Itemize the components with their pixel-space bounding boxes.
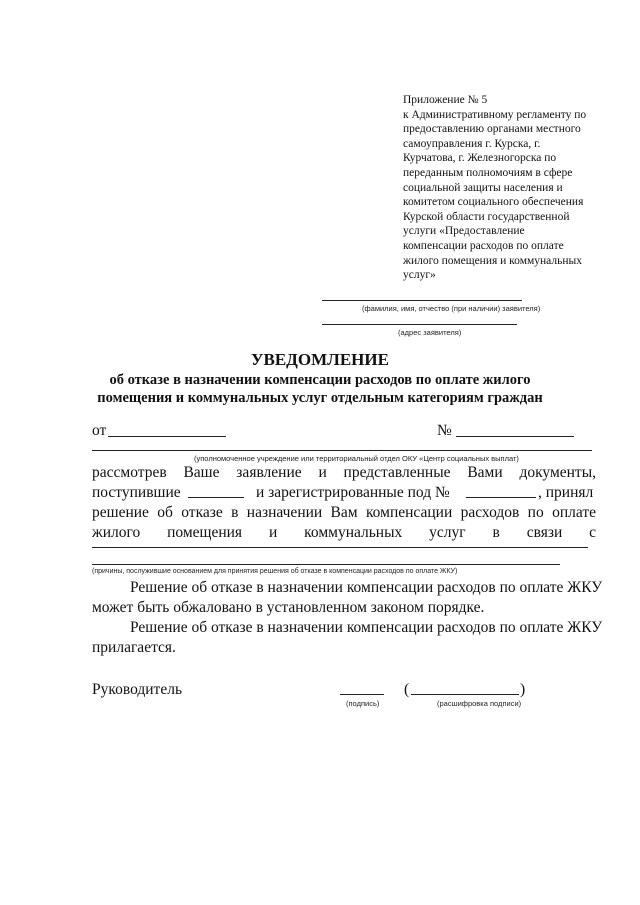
applicant-name-caption: (фамилия, имя, отчество (при наличии) заявителя) [362,304,541,313]
appendix-line: жилого помещения и коммунальных [403,254,582,267]
appendix-line: услуги «Предоставление [403,225,525,238]
reason-field-line-2[interactable] [92,564,560,565]
signature-caption: (подпись) [346,699,380,708]
from-label: от [92,422,107,439]
appendix-line: самоуправления г. Курска, г. [403,137,541,150]
appendix-line: Курской области государственной [403,210,570,223]
attachment-paragraph-line-2: прилагается. [92,639,176,656]
organization-field[interactable] [92,450,592,451]
signatory-role: Руководитель [92,681,183,698]
open-paren: ( [404,681,410,698]
appendix-line: социальной защиты населения и [403,181,563,194]
applicant-name-field[interactable] [322,300,522,301]
body-line-2-registered: и зарегистрированные под № [256,484,450,501]
attachment-paragraph-line-1: Решение об отказе в назначении компенсации расходов по оплате ЖКУ [130,619,603,636]
appendix-line: услуг» [403,269,436,282]
appeal-paragraph-line-1: Решение об отказе в назначении компенсации расходов по оплате ЖКУ [130,579,603,596]
appendix-line: переданным полномочиям в сфере [403,166,573,179]
reason-field-line-1[interactable] [92,547,588,548]
notice-number-field[interactable] [456,436,574,437]
signature-decode-field[interactable] [411,694,519,695]
document-title: УВЕДОМЛЕНИЕ [251,350,389,369]
appendix-block [403,93,618,283]
applicant-address-caption: (адрес заявителя) [398,328,462,337]
received-date-field[interactable] [188,497,244,498]
body-line-2-received: поступившие [92,484,181,501]
applicant-address-field[interactable] [322,324,517,325]
appendix-line: комитетом социального обеспечения [403,196,584,209]
reason-caption: (причины, послужившие основанием для принятия решения об отказе в компенсации расходов по оплате ЖКУ) [92,568,458,575]
document-subtitle-line1: об отказе в назначении компенсации расходов по оплате жилого [109,372,531,388]
from-date-field[interactable] [108,436,226,437]
organization-caption: (уполномоченное учреждение или территориальный отдел ОКУ «Центр социальных выплат) [194,454,519,463]
registration-number-field[interactable] [466,497,536,498]
appendix-line: Курчатова, г. Железногорска по [403,152,557,165]
signature-decode-caption: (расшифровка подписи) [437,699,522,708]
body-line-2-accepted: , принял [538,484,594,501]
appendix-line: Приложение № 5 [403,94,488,106]
body-line-4: жилого помещения и коммунальных услуг в связи с [92,524,596,541]
signature-field[interactable] [340,694,384,695]
body-line-3: решение об отказе в назначении Вам компенсации расходов по оплате [92,504,596,521]
body-line-1: рассмотрев Ваше заявление и представленные Вами документы, [92,464,596,481]
document-subtitle-line2: помещения и коммунальных услуг отдельным категориям граждан [97,390,543,406]
appendix-line: компенсации расходов по оплате [403,239,564,252]
number-label: № [437,422,452,439]
appendix-line: к Административному регламенту по [403,108,587,121]
appendix-line: предоставлению органами местного [403,123,581,136]
close-paren: ) [520,681,526,698]
appeal-paragraph-line-2: может быть обжаловано в установленном законом порядке. [92,599,485,616]
